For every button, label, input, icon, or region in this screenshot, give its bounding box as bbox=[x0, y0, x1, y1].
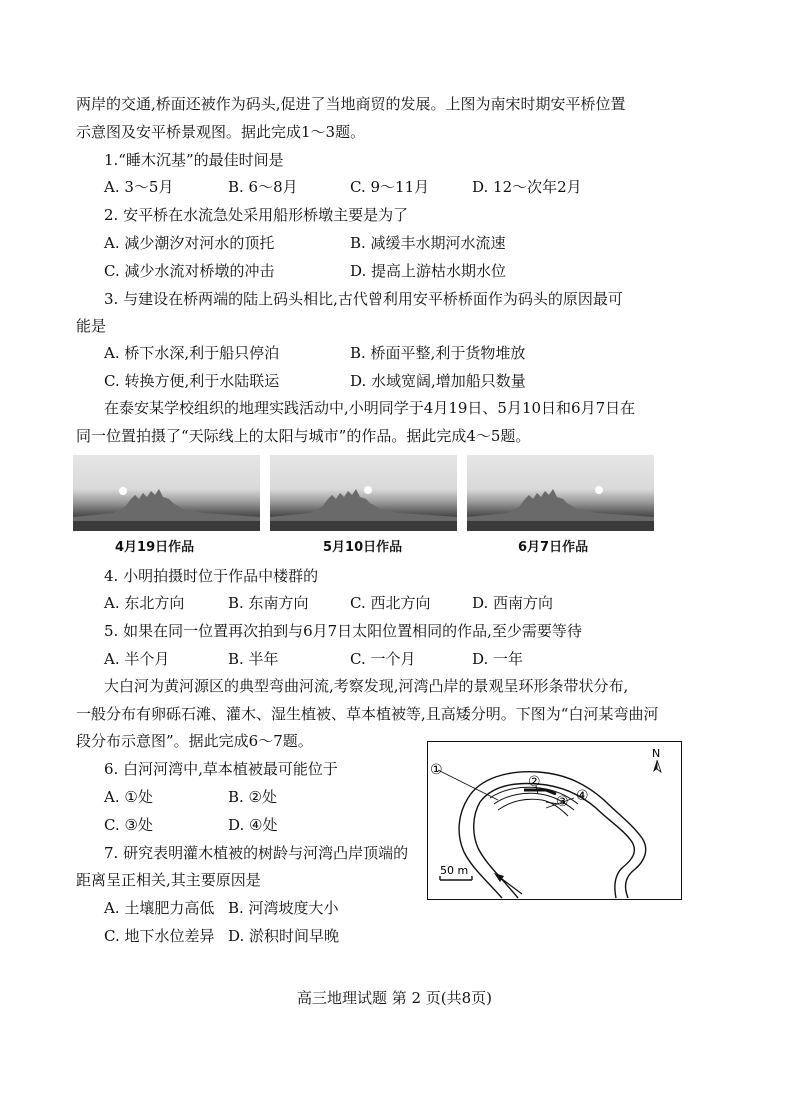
skyline-image bbox=[73, 485, 260, 531]
q7-option-a: A. 土壤肥力高低 bbox=[104, 899, 215, 917]
q5-option-b: B. 半年 bbox=[228, 650, 279, 668]
q4-option-c: C. 西北方向 bbox=[350, 594, 431, 612]
intro-line-1: 两岸的交通,桥面还被作为码头,促进了当地商贸的发展。上图为南宋时期安平桥位置 bbox=[76, 95, 626, 113]
q7-stem-1: 7. 研究表明灌木植被的树龄与河湾凸岸顶端的 bbox=[104, 844, 409, 862]
q1-option-d: D. 12～次年2月 bbox=[472, 178, 582, 196]
q4-option-b: B. 东南方向 bbox=[228, 594, 309, 612]
q6-option-a: A. ①处 bbox=[104, 788, 153, 806]
q7-option-c: C. 地下水位差异 bbox=[104, 927, 215, 945]
skyline-image bbox=[467, 485, 654, 531]
q4-option-a: A. 东北方向 bbox=[104, 594, 185, 612]
passage2-line-2: 同一位置拍摄了“天际线上的太阳与城市”的作品。据此完成4～5题。 bbox=[76, 427, 531, 445]
page-footer: 高三地理试题 第 2 页(共8页) bbox=[296, 989, 493, 1007]
q5-option-c: C. 一个月 bbox=[350, 650, 416, 668]
q1-option-a: A. 3～5月 bbox=[104, 178, 174, 196]
passage3-line-2: 一般分布有卵砾石滩、灌木、湿生植被、草本植被等,且高矮分明。下图为“白河某弯曲河 bbox=[76, 705, 659, 723]
q3-option-d: D. 水域宽阔,增加船只数量 bbox=[350, 372, 526, 390]
north-label: N bbox=[652, 747, 661, 760]
q2-option-c: C. 减少水流对桥墩的冲击 bbox=[104, 262, 275, 280]
q6-stem: 6. 白河河湾中,草本植被最可能位于 bbox=[104, 760, 338, 778]
scale-label: 50 m bbox=[440, 864, 469, 877]
q7-stem-2: 距离呈正相关,其主要原因是 bbox=[76, 871, 261, 889]
q2-option-d: D. 提高上游枯水期水位 bbox=[350, 262, 507, 280]
river-diagram bbox=[428, 742, 681, 899]
photo-caption-2: 5月10日作品 bbox=[323, 540, 403, 555]
q3-option-a: A. 桥下水深,利于船只停泊 bbox=[104, 344, 280, 362]
north-arrow-icon bbox=[653, 760, 657, 772]
q3-stem-1: 3. 与建设在桥两端的陆上码头相比,古代曾利用安平桥桥面作为码头的原因最可 bbox=[104, 290, 623, 308]
passage2-line-1: 在泰安某学校组织的地理实践活动中,小明同学于4月19日、5月10日和6月7日在 bbox=[104, 399, 636, 417]
q3-stem-2: 能是 bbox=[76, 317, 107, 335]
q2-stem: 2. 安平桥在水流急处采用船形桥墩主要是为了 bbox=[104, 206, 409, 224]
q7-option-b: B. 河湾坡度大小 bbox=[228, 899, 339, 917]
photo-caption-3: 6月7日作品 bbox=[518, 540, 589, 555]
q5-stem: 5. 如果在同一位置再次拍到与6月7日太阳位置相同的作品,至少需要等待 bbox=[104, 622, 582, 640]
intro-line-2: 示意图及安平桥景观图。据此完成1～3题。 bbox=[76, 123, 366, 141]
river-bend-map bbox=[427, 741, 682, 900]
q3-option-c: C. 转换方便,利于水陆联运 bbox=[104, 372, 280, 390]
sun-marker bbox=[364, 486, 372, 494]
photo-april-19 bbox=[73, 455, 260, 531]
q5-option-a: A. 半个月 bbox=[104, 650, 170, 668]
q6-option-b: B. ②处 bbox=[228, 788, 278, 806]
photo-caption-1: 4月19日作品 bbox=[115, 540, 195, 555]
photo-june-7 bbox=[467, 455, 654, 531]
q3-option-b: B. 桥面平整,利于货物堆放 bbox=[350, 344, 526, 362]
q5-option-d: D. 一年 bbox=[472, 650, 524, 668]
passage3-line-1: 大白河为黄河源区的典型弯曲河流,考察发现,河湾凸岸的景观呈环形条带状分布, bbox=[104, 677, 629, 695]
q4-stem: 4. 小明拍摄时位于作品中楼群的 bbox=[104, 567, 319, 585]
q1-option-c: C. 9～11月 bbox=[350, 178, 430, 196]
q1-option-b: B. 6～8月 bbox=[228, 178, 298, 196]
q6-option-c: C. ③处 bbox=[104, 816, 153, 834]
q1-stem: 1.“睡木沉基”的最佳时间是 bbox=[104, 151, 284, 169]
q2-option-b: B. 减缓丰水期河水流速 bbox=[350, 234, 506, 252]
passage3-line-3: 段分布示意图”。据此完成6～7题。 bbox=[76, 732, 313, 750]
map-label-2: ② bbox=[528, 774, 541, 790]
sun-marker bbox=[119, 487, 127, 495]
map-label-3: ③ bbox=[556, 794, 569, 810]
map-label-4: ④ bbox=[576, 788, 589, 804]
q4-option-d: D. 西南方向 bbox=[472, 594, 554, 612]
map-label-1: ① bbox=[430, 762, 443, 778]
q7-option-d: D. 淤积时间早晚 bbox=[228, 927, 340, 945]
sun-marker bbox=[595, 486, 603, 494]
q6-option-d: D. ④处 bbox=[228, 816, 278, 834]
photo-may-10 bbox=[270, 455, 457, 531]
q2-option-a: A. 减少潮汐对河水的顶托 bbox=[104, 234, 275, 252]
